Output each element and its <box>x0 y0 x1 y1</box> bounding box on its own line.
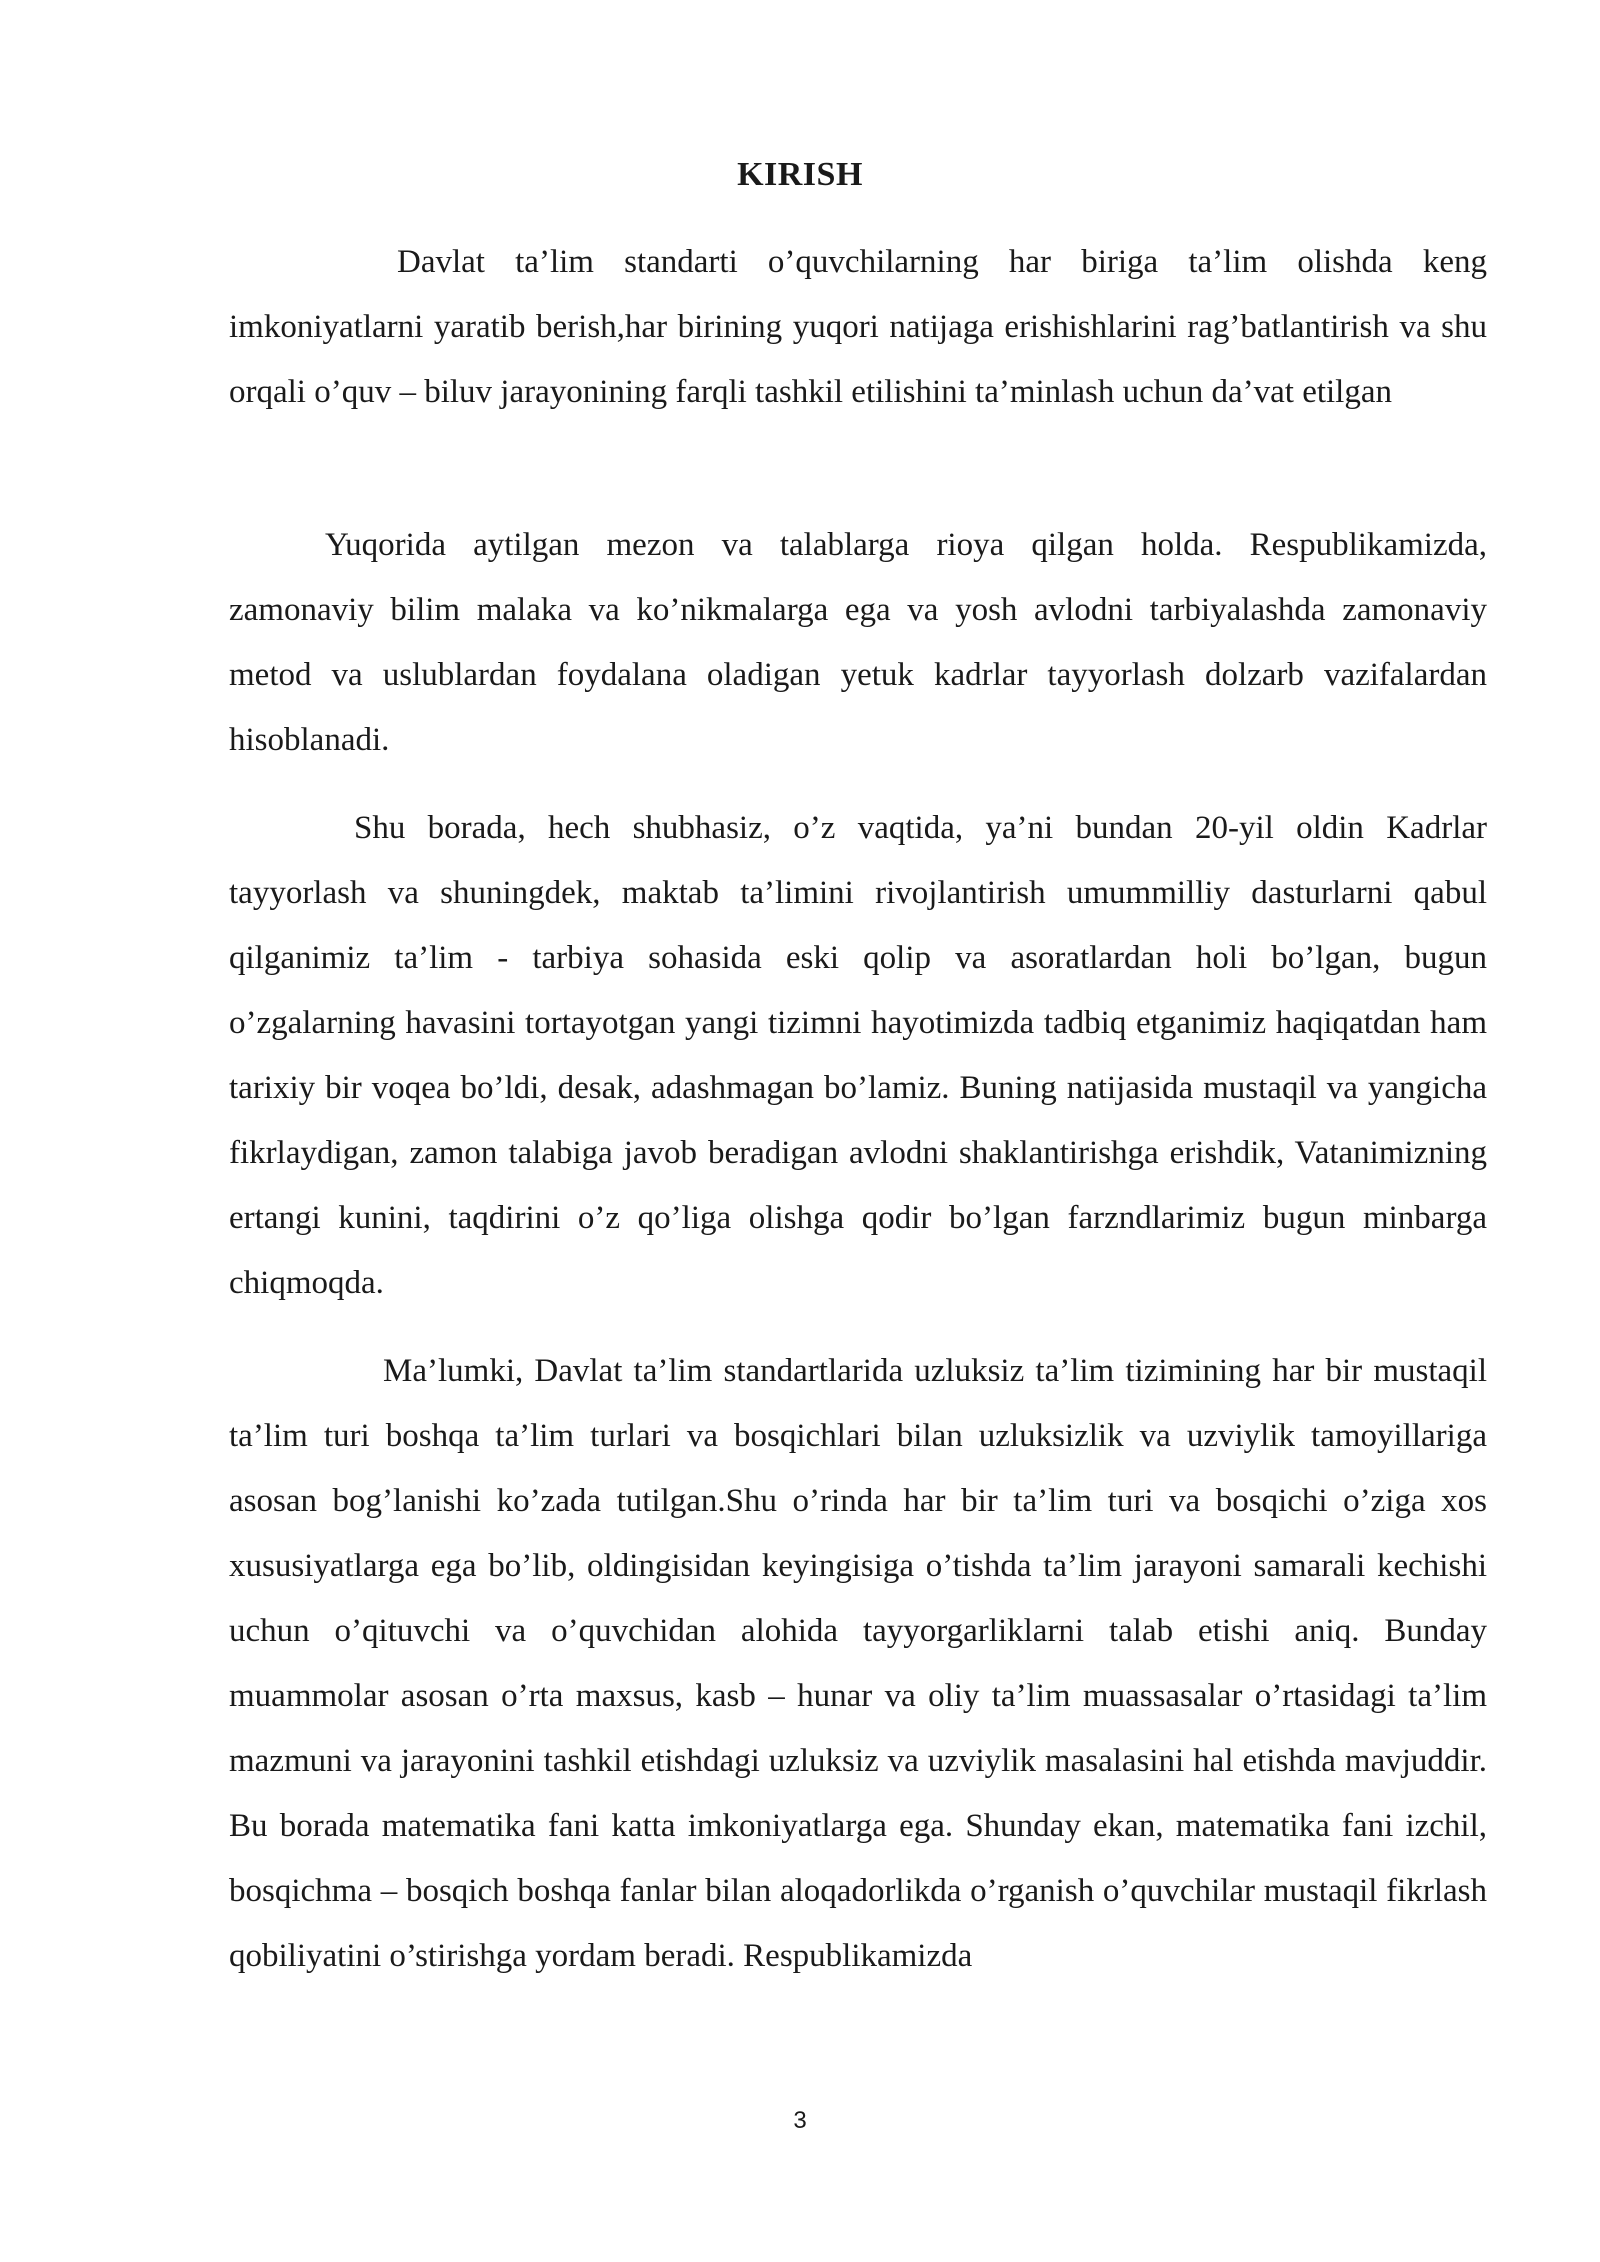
paragraph-2: Yuqorida aytilgan mezon va talablarga rioya qilgan holda. Respublikamizda, zamonaviy bilim malaka va ko’nikmalarga ega va yosh avlodni tarbiyalashda zamonaviy metod va uslublardan foydalana oladigan yetuk kadrlar tayyorlash dolzarb vazifalardan hisoblanadi. <box>229 527 1487 758</box>
paragraph-3: Shu borada, hech shubhasiz, o’z vaqtida, ya’ni bundan 20-yil oldin Kadrlar tayyorlash va shuningdek, maktab ta’limini rivojlantirish umummilliy dasturlarni qabul qilganimiz ta’lim - tarbiya sohasida eski qolip va asoratlardan holi bo’lgan, bugun o’zgalarning havasini tortayotgan yangi tizimni hayotimizda tadbiq etganimiz haqiqatdan ham tarixiy bir voqea bo’ldi, desak, adashmagan bo’lamiz. Buning natijasida mustaqil va yangicha fikrlaydigan, zamon talabiga javob beradigan avlodni shaklantirishga erishdik, Vatanimizning ertangi kunini, taqdirini o’z qo’liga olishga qodir bo’lgan farzndlarimiz bugun minbarga chiqmoqda. <box>229 810 1487 1301</box>
page-number: 3 <box>793 2107 807 2134</box>
paragraph-1: Davlat ta’lim standarti o’quvchilarning har biriga ta’lim olishda keng imkoniyatlarni yaratib berish,har birining yuqori natijaga erishishlarini rag’batlantirish va shu orqali o’quv – biluv jarayonining farqli tashkil etilishini ta’minlash uchun da’vat etilgan <box>229 244 1487 410</box>
page-title: KIRISH <box>737 156 863 193</box>
paragraph-4: Ma’lumki, Davlat ta’lim standartlarida uzluksiz ta’lim tizimining har bir mustaqil ta’lim turi boshqa ta’lim turlari va bosqichlari bilan uzluksizlik va uzviylik tamoyillariga asosan bog’lanishi ko’zada tutilgan.Shu o’rinda har bir ta’lim turi va bosqichi o’ziga xos xususiyatlarga ega bo’lib, oldingisidan keyingisiga o’tishda ta’lim jarayoni samarali kechishi uchun o’qituvchi va o’quvchidan alohida tayyorgarliklarni talab etishi aniq. Bunday muammolar asosan o’rta maxsus, kasb – hunar va oliy ta’lim muassasalar o’rtasidagi ta’lim mazmuni va jarayonini tashkil etishdagi uzluksiz va uzviylik masalasini hal etishda mavjuddir. Bu borada matematika fani katta imkoniyatlarga ega. Shunday ekan, matematika fani izchil, bosqichma – bosqich boshqa fanlar bilan aloqadorlikda o’rganish o’quvchilar mustaqil fikrlash qobiliyatini o’stirishga yordam beradi. Respublikamizda <box>229 1353 1487 1974</box>
